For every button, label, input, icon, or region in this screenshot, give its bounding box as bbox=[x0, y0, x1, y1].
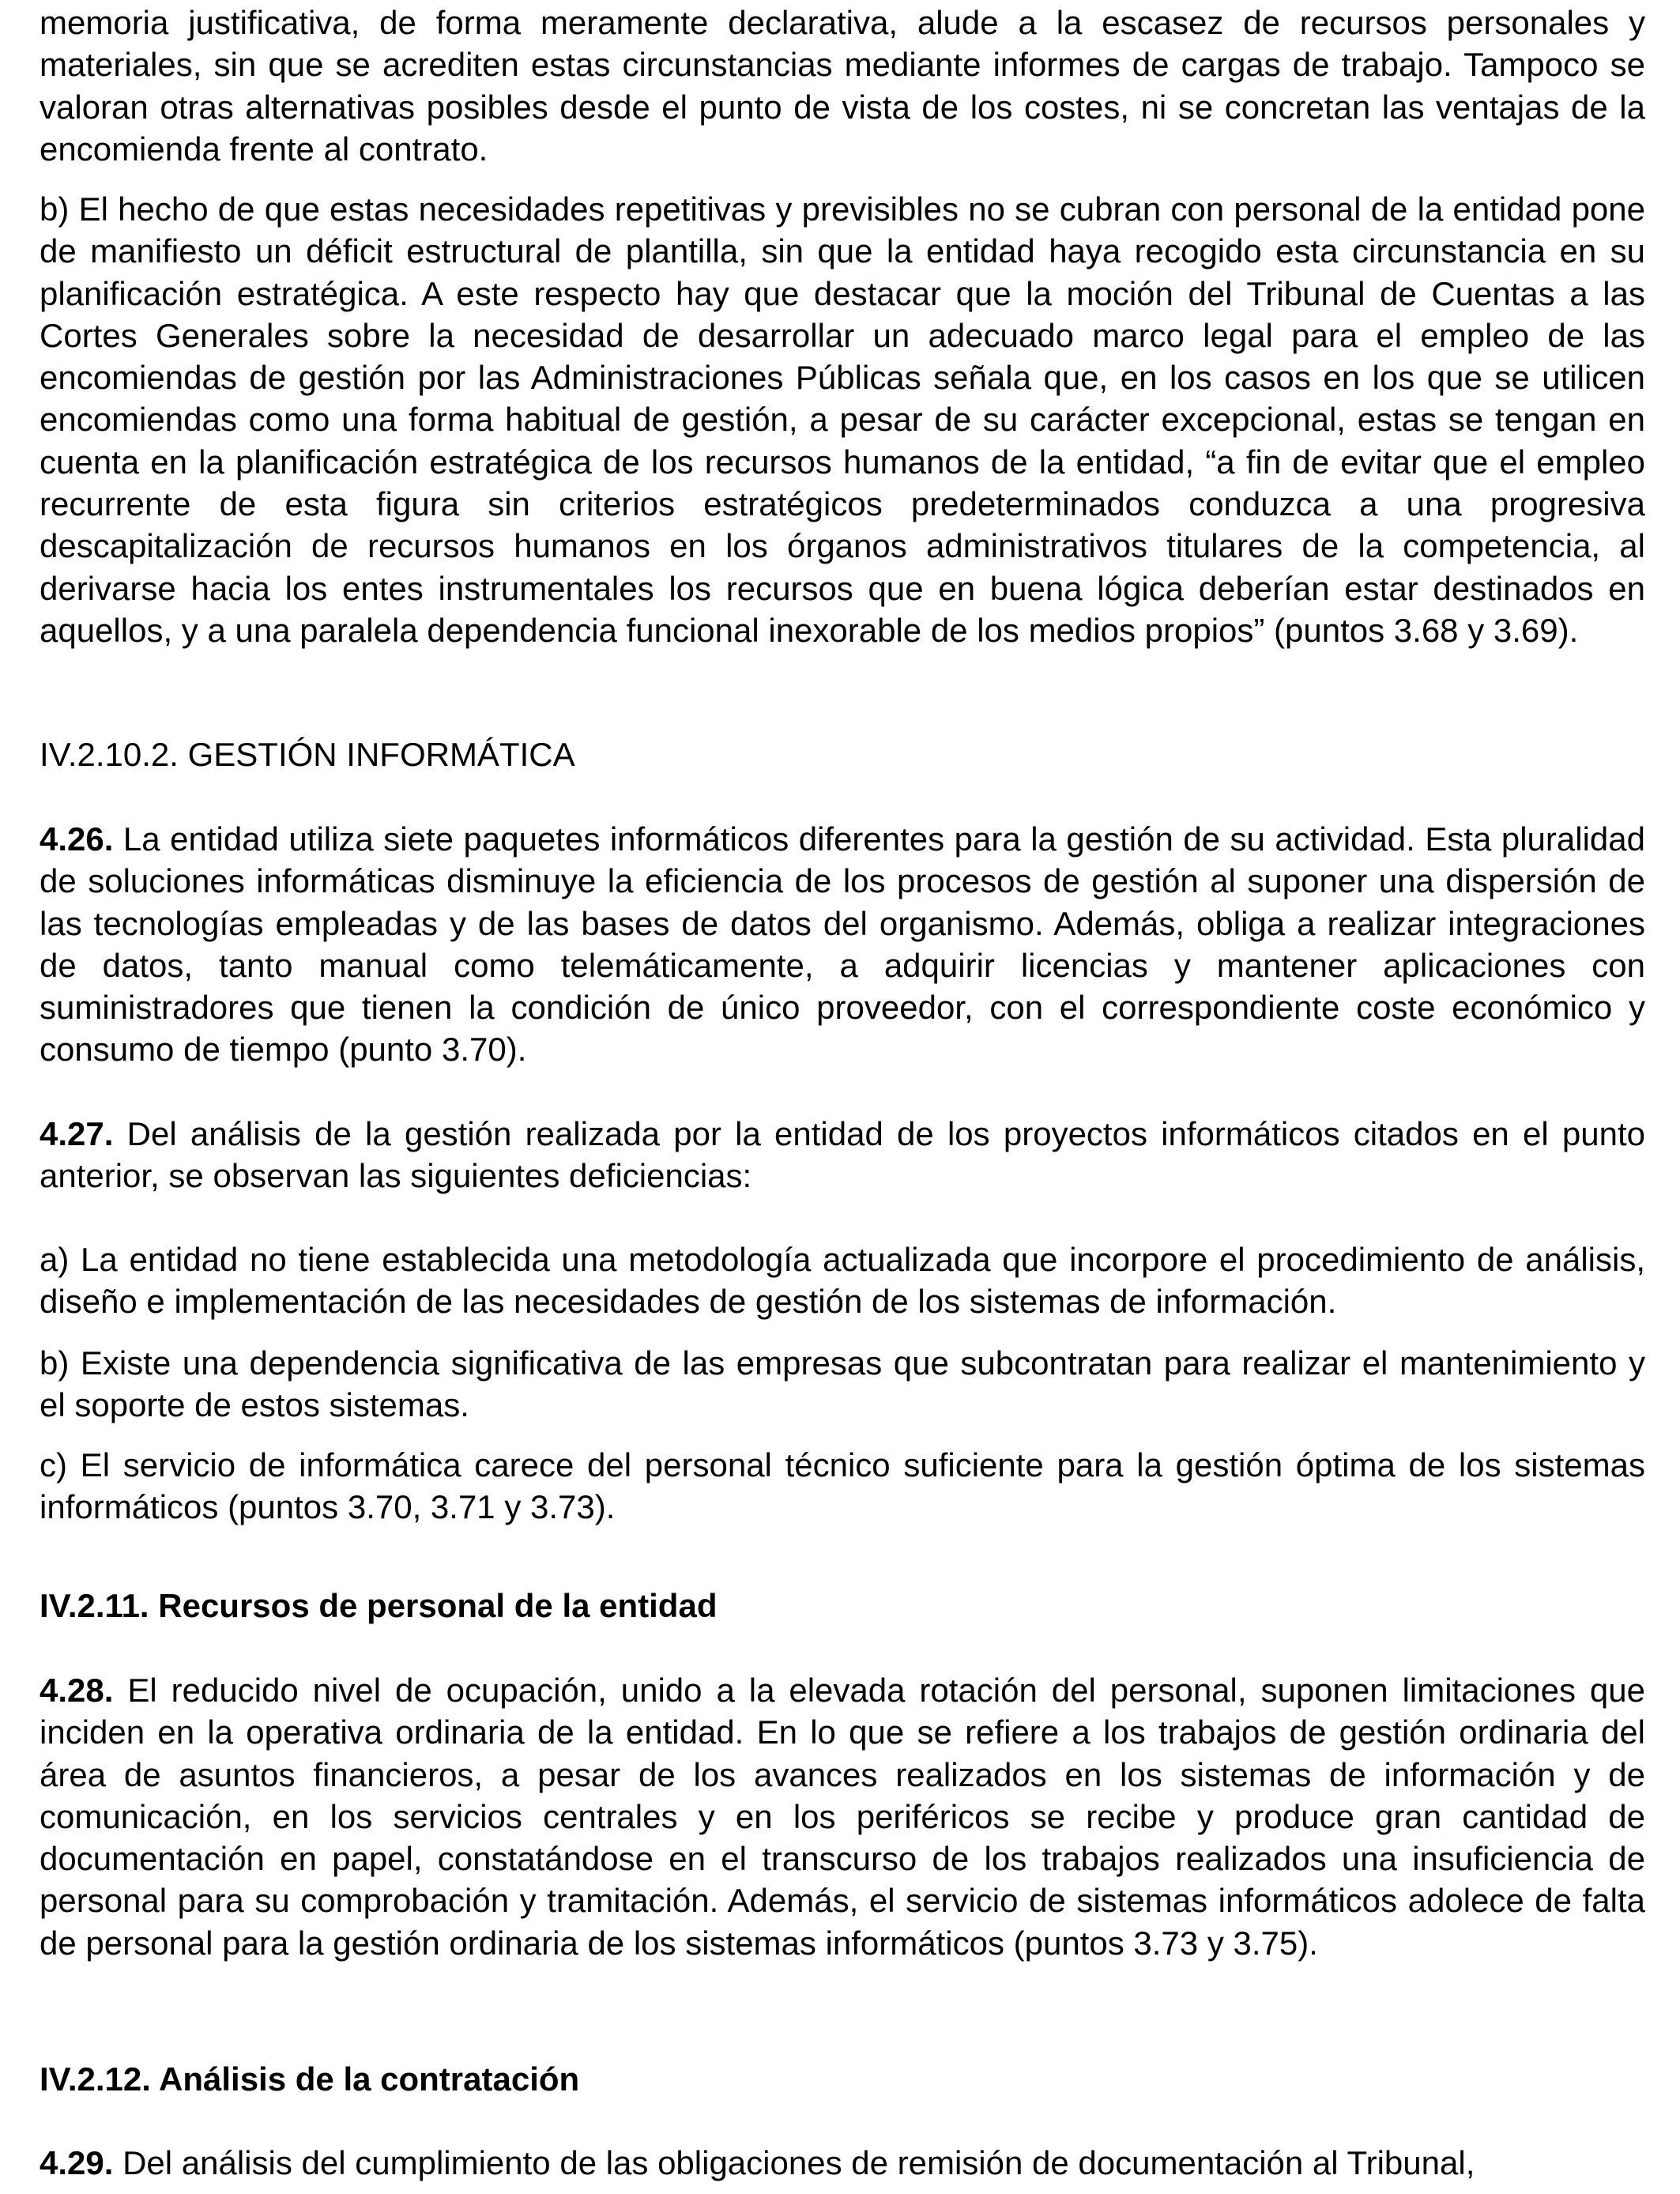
paragraph-number: 4.26. bbox=[40, 820, 114, 858]
paragraph-number: 4.29. bbox=[40, 2144, 114, 2181]
paragraph-text: Del análisis de la gestión realizada por la entidad de los proyectos informáticos citados en el punto anterior, se observan las siguientes deficiencias: bbox=[40, 1115, 1645, 1195]
paragraph-text: Del análisis del cumplimiento de las obligaciones de remisión de documentación al Tribunal, bbox=[113, 2144, 1475, 2181]
heading-text: IV.2.12. Análisis de la contratación bbox=[40, 2060, 580, 2098]
paragraph-intro bbox=[40, 2, 1645, 170]
paragraph-4-27 bbox=[40, 1113, 1645, 1197]
paragraph-4-26 bbox=[40, 818, 1645, 1071]
paragraph-number: 4.28. bbox=[40, 1672, 114, 1709]
paragraph-text: memoria justificativa, de forma meramente declarativa, alude a la escasez de recursos personales y materiales, sin que se acrediten estas circunstancias mediante informes de cargas de trabajo. Tampoco se valoran otras alternativas posibles desde el punto de vista de los costes, ni se concretan las ventajas de la encomienda frente al contrato. bbox=[40, 4, 1645, 168]
list-item-c bbox=[40, 1444, 1645, 1529]
paragraph-b-deficit-plantilla bbox=[40, 188, 1645, 651]
list-item-b bbox=[40, 1342, 1645, 1427]
paragraph-4-29 bbox=[40, 2142, 1645, 2184]
paragraph-text: El reducido nivel de ocupación, unido a la elevada rotación del personal, suponen limitaciones que inciden en la operativa ordinaria de la entidad. En lo que se refiere a los trabajos de gestión ordinaria del área de asuntos financieros, a pesar de los avances realizados en los sistemas de información y de comunicación, en los servicios centrales y en los periféricos se recibe y produce gran cantidad de documentación en papel, constatándose en el transcurso de los trabajos realizados una insuficiencia de personal para su comprobación y tramitación. Además, el servicio de sistemas informáticos adolece de falta de personal para la gestión ordinaria de los sistemas informáticos (puntos 3.73 y 3.75). bbox=[40, 1672, 1645, 1962]
list-item-a bbox=[40, 1238, 1645, 1323]
paragraph-4-28 bbox=[40, 1669, 1645, 1964]
paragraph-number: 4.27. bbox=[40, 1115, 114, 1152]
section-heading-recursos-personal bbox=[40, 1585, 1645, 1627]
list-item-text: b) Existe una dependencia significativa de las empresas que subcontratan para realizar el mantenimiento y el soporte de estos sistemas. bbox=[40, 1344, 1645, 1424]
paragraph-text: La entidad utiliza siete paquetes informáticos diferentes para la gestión de su actividad. Esta pluralidad de soluciones informáticas disminuye la eficiencia de los procesos de gestión al suponer una dispersión de las tecnologías empleadas y de las bases de datos del organismo. Además, obliga a realizar integraciones de datos, tanto manual como telemáticamente, a adquirir licencias y mantener aplicaciones con suministradores que tienen la condición de único proveedor, con el correspondiente coste económico y consumo de tiempo (punto 3.70). bbox=[40, 820, 1645, 1069]
paragraph-text: b) El hecho de que estas necesidades repetitivas y previsibles no se cubran con personal de la entidad pone de manifiesto un déficit estructural de plantilla, sin que la entidad haya recogido esta circunstancia en su planificación estratégica. A este respecto hay que destacar que la moción del Tribunal de Cuentas a las Cortes Generales sobre la necesidad de desarrollar un adecuado marco legal para el empleo de las encomiendas de gestión por las Administraciones Públicas señala que, en los casos en los que se utilicen encomiendas como una forma habitual de gestión, a pesar de su carácter excepcional, estas se tengan en cuenta en la planificación estratégica de los recursos humanos de la entidad, “a fin de evitar que el empleo recurrente de esta figura sin criterios estratégicos predeterminados conduzca a una progresiva descapitalización de recursos humanos en los órganos administrativos titulares de la competencia, al derivarse hacia los entes instrumentales los recursos que en buena lógica deberían estar destinados en aquellos, y a una paralela dependencia funcional inexorable de los medios propios” (puntos 3.68 y 3.69). bbox=[40, 190, 1645, 649]
heading-text: IV.2.11. Recursos de personal de la entidad bbox=[40, 1587, 718, 1624]
list-item-text: a) La entidad no tiene establecida una metodología actualizada que incorpore el procedimiento de análisis, diseño e implementación de las necesidades de gestión de los sistemas de información. bbox=[40, 1241, 1645, 1321]
list-item-text: c) El servicio de informática carece del personal técnico suficiente para la gestión óptima de los sistemas informáticos (puntos 3.70, 3.71 y 3.73). bbox=[40, 1446, 1645, 1526]
heading-text: IV.2.10.2. GESTIÓN INFORMÁTICA bbox=[40, 736, 575, 773]
section-heading-gestion-informatica bbox=[40, 733, 1645, 775]
section-heading-contratacion bbox=[40, 2058, 1645, 2100]
